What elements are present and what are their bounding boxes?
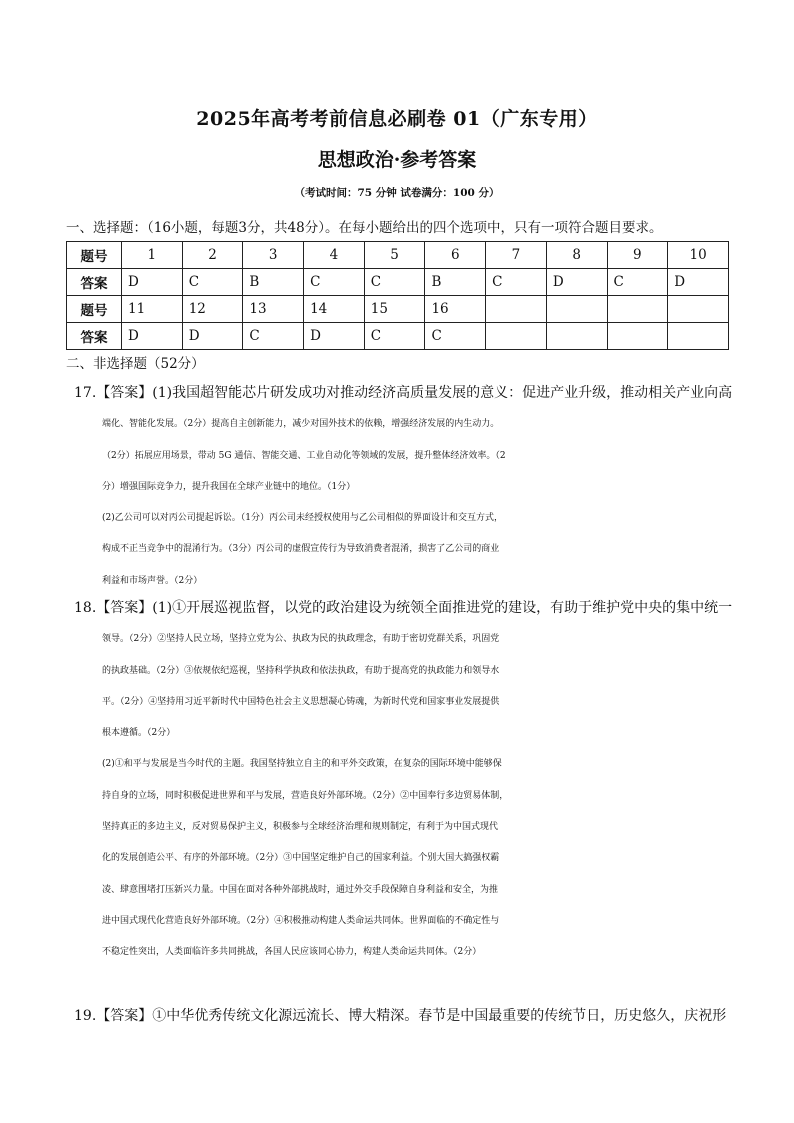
table-row bbox=[67, 242, 729, 269]
answer-line: 凌、肆意围堵打压新兴力量。中国在面对各种外部挑战时，通过外交手段保障自身利益和安全，为推 bbox=[102, 884, 499, 895]
answer-cell: C bbox=[364, 269, 425, 296]
row-label-number: 题号 bbox=[67, 296, 122, 323]
answer-cell: D bbox=[182, 323, 243, 350]
page-subtitle: 思想政治·参考答案 bbox=[317, 149, 477, 171]
answer-cell: C bbox=[304, 269, 365, 296]
answer-line: 的执政基础。（2分）③依规依纪巡视，坚持科学执政和依法执政，有助于提高党的执政能力和领导水 bbox=[102, 665, 500, 676]
table-row bbox=[67, 269, 729, 296]
answer-cell bbox=[486, 323, 547, 350]
answer-cell: D bbox=[546, 269, 607, 296]
page-title: 2025年高考考前信息必刷卷 01（广东专用） bbox=[196, 108, 598, 130]
answer-line: 17.【答案】(1)我国超智能芯片研发成功对推动经济高质量发展的意义：促进产业升级，推动相关产业向高 bbox=[74, 385, 733, 401]
exam-note: （考试时间：75 分钟 试卷满分：100 分） bbox=[294, 187, 500, 199]
answer-line: （2分）拓展应用场景，带动 5G 通信、智能交通、工业自动化等领域的发展，提升整体经济效率。（2 bbox=[102, 450, 506, 461]
table-row bbox=[67, 323, 729, 350]
answer-cell: B bbox=[243, 269, 304, 296]
answer-line: 化的发展创造公平、有序的外部环境。（2分）③中国坚定维护自己的国家利益。个别大国大搞强权霸 bbox=[102, 853, 500, 864]
question-number: 5 bbox=[364, 242, 425, 269]
answer-line: 19.【答案】①中华优秀传统文化源远流长、博大精深。春节是中国最重要的传统节日，历史悠久，庆祝形 bbox=[74, 1008, 727, 1024]
answer-cell: B bbox=[425, 269, 486, 296]
answer-cell: C bbox=[486, 269, 547, 296]
question-number: 14 bbox=[304, 296, 365, 323]
answer-line: 平。（2分）④坚持用习近平新时代中国特色社会主义思想凝心铸魂，为新时代党和国家事业发展提供 bbox=[102, 696, 500, 707]
answer-line: 利益和市场声誉。（2分） bbox=[102, 575, 203, 586]
question-number: 3 bbox=[243, 242, 304, 269]
question-number: 7 bbox=[486, 242, 547, 269]
answer-cell: C bbox=[425, 323, 486, 350]
answer-line: 分）增强国际竞争力，提升我国在全球产业链中的地位。（1分） bbox=[102, 481, 356, 492]
answer-line: 端化、智能化发展。（2分）提高自主创新能力，减少对国外技术的依赖，增强经济发展的内生动力。 bbox=[102, 419, 500, 430]
section-1-heading: 一、选择题：（16小题，每题3分，共48分）。在每小题给出的四个选项中，只有一项符合题目要求。 bbox=[66, 220, 663, 236]
question-number: 10 bbox=[668, 242, 729, 269]
row-label-number: 题号 bbox=[67, 242, 122, 269]
question-number bbox=[607, 296, 668, 323]
answer-line: 根本遵循。（2分） bbox=[102, 728, 176, 739]
answer-line: (2)乙公司可以对丙公司提起诉讼。（1分）丙公司未经授权使用与乙公司相似的界面设计和交互方式， bbox=[102, 513, 503, 524]
question-19-answer bbox=[76, 1001, 730, 1032]
answer-line: (2)①和平与发展是当今时代的主题。我国坚持独立自主的和平外交政策，在复杂的国际环境中能够保 bbox=[102, 759, 502, 770]
answer-line: 进中国式现代化营造良好外部环境。（2分）④积极推动构建人类命运共同体。世界面临的不确定性与 bbox=[102, 915, 500, 926]
answer-line: 构成不正当竞争中的混淆行为。（3分）丙公司的虚假宣传行为导致消费者混淆，损害了乙公司的商业 bbox=[102, 544, 500, 555]
question-number: 8 bbox=[546, 242, 607, 269]
question-number: 6 bbox=[425, 242, 486, 269]
answer-line: 持自身的立场，同时积极促进世界和平与发展，营造良好外部环境。（2分）②中国奉行多边贸易体制， bbox=[102, 790, 509, 801]
answer-line: 不稳定性突出，人类面临许多共同挑战，各国人民应该同心协力，构建人类命运共同体。（2分） bbox=[102, 947, 482, 958]
answer-table bbox=[66, 241, 729, 350]
answer-cell: D bbox=[668, 269, 729, 296]
answer-line: 坚持真正的多边主义，反对贸易保护主义，积极参与全球经济治理和规则制定，有利于为中国式现代 bbox=[102, 822, 499, 833]
answer-line: 18.【答案】(1)①开展巡视监督，以党的政治建设为统领全面推进党的建设，有助于维护党中央的集中统一 bbox=[74, 600, 733, 616]
question-number: 1 bbox=[122, 242, 183, 269]
answer-cell: C bbox=[607, 269, 668, 296]
answer-line: 领导。（2分）②坚持人民立场，坚持立党为公、执政为民的执政理念，有助于密切党群关系，巩固党 bbox=[102, 634, 500, 645]
question-number bbox=[546, 296, 607, 323]
answer-cell: D bbox=[122, 323, 183, 350]
question-18-answer bbox=[74, 593, 733, 969]
answer-cell bbox=[668, 323, 729, 350]
question-number: 9 bbox=[607, 242, 668, 269]
question-number: 13 bbox=[243, 296, 304, 323]
section-2-heading: 二、非选择题（52分） bbox=[66, 356, 205, 372]
question-number: 2 bbox=[182, 242, 243, 269]
row-label-answer: 答案 bbox=[67, 323, 122, 350]
answer-cell: C bbox=[243, 323, 304, 350]
answer-cell bbox=[607, 323, 668, 350]
question-number: 16 bbox=[425, 296, 486, 323]
question-17-answer bbox=[74, 378, 733, 597]
question-number bbox=[668, 296, 729, 323]
question-number: 15 bbox=[364, 296, 425, 323]
answer-cell: D bbox=[304, 323, 365, 350]
question-number bbox=[486, 296, 547, 323]
answer-cell: D bbox=[122, 269, 183, 296]
question-number: 12 bbox=[182, 296, 243, 323]
question-number: 4 bbox=[304, 242, 365, 269]
table-row bbox=[67, 296, 729, 323]
answer-cell: C bbox=[182, 269, 243, 296]
question-number: 11 bbox=[122, 296, 183, 323]
answer-cell bbox=[546, 323, 607, 350]
answer-cell: C bbox=[364, 323, 425, 350]
row-label-answer: 答案 bbox=[67, 269, 122, 296]
